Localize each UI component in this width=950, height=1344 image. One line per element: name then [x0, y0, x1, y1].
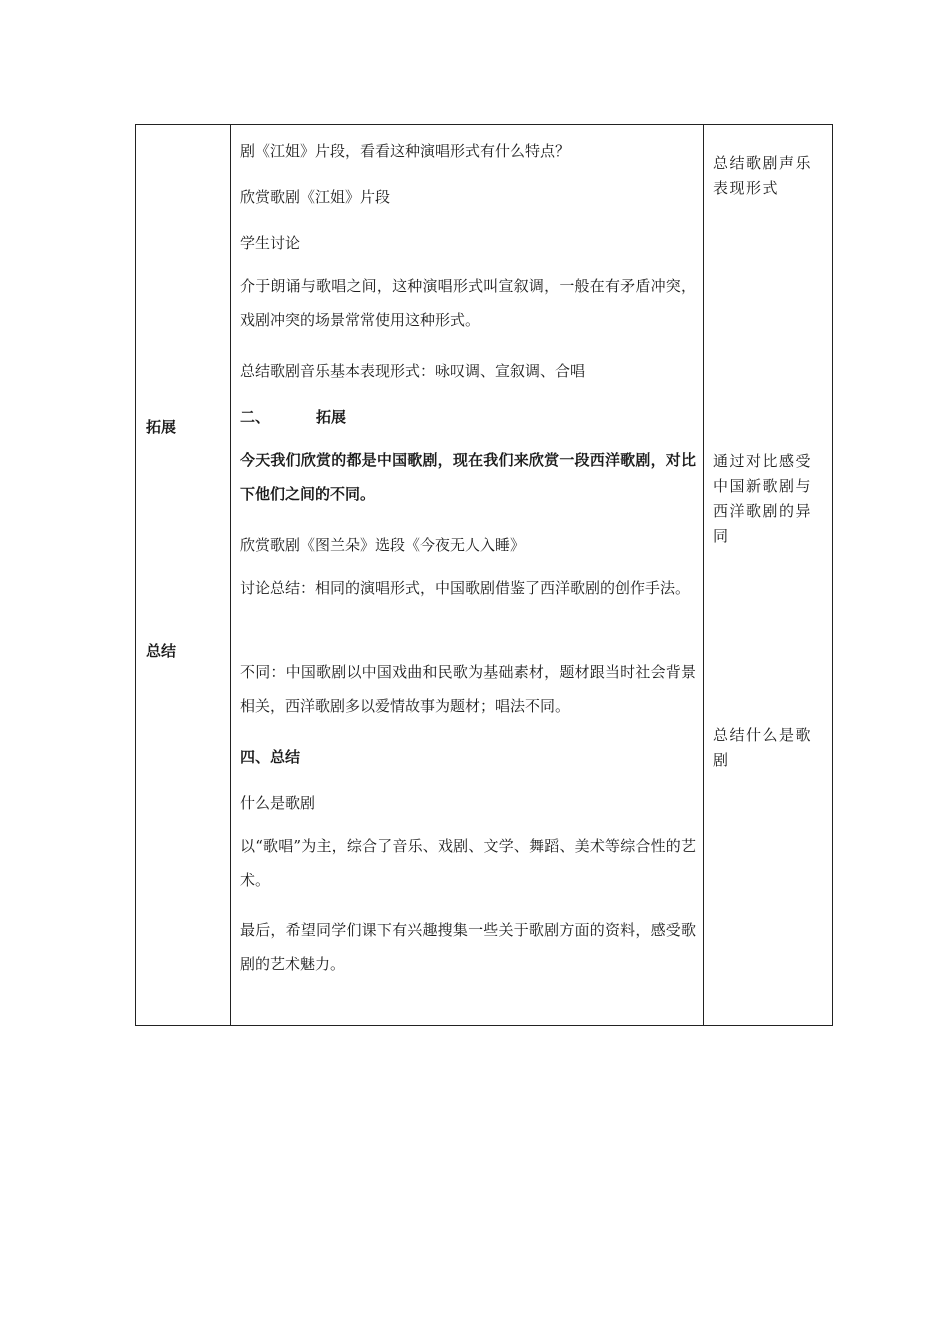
paragraph-compare-western-opera: 今天我们欣赏的都是中国歌剧，现在我们来欣赏一段西洋歌剧，对比下他们之间的不同。 [240, 451, 696, 503]
paragraph-what-is-opera: 什么是歌剧 [240, 794, 316, 812]
lesson-table [135, 124, 833, 1026]
note-compare-operas: 通过对比感受中国新歌剧与西洋歌剧的异同 [713, 452, 813, 545]
stage-label-summary: 总结 [146, 642, 177, 660]
paragraph-discussion-summary: 讨论总结：相同的演唱形式，中国歌剧借鉴了西洋歌剧的创作手法。 [240, 579, 691, 597]
note-what-is-opera: 总结什么是歌剧 [713, 726, 813, 769]
section-heading-summary: 四、总结 [240, 748, 301, 766]
paragraph-basic-forms: 总结歌剧音乐基本表现形式：咏叹调、宣叙调、合唱 [240, 362, 586, 380]
paragraph-opera-definition: 以“歌唱”为主，综合了音乐、戏剧、文学、舞蹈、美术等综合性的艺术。 [240, 837, 696, 889]
section-number: 二、 [240, 408, 271, 426]
paragraph-recitative-explanation: 介于朗诵与歌唱之间，这种演唱形式叫宣叙调，一般在有矛盾冲突，戏剧冲突的场景常常使用这种形式。 [240, 277, 696, 329]
paragraph-closing-remarks: 最后，希望同学们课下有兴趣搜集一些关于歌剧方面的资料，感受歌剧的艺术魅力。 [240, 921, 696, 973]
paragraph-turandot: 欣赏歌剧《图兰朵》选段《今夜无人入睡》 [240, 536, 526, 554]
paragraph-appreciate-jiangjie: 欣赏歌剧《江姐》片段 [240, 188, 391, 206]
paragraph-student-discussion: 学生讨论 [240, 234, 301, 252]
section-heading-expand [240, 407, 346, 427]
paragraph-differences: 不同：中国歌剧以中国戏曲和民歌为基础素材，题材跟当时社会背景相关，西洋歌剧多以爱情故事为题材；唱法不同。 [240, 663, 696, 715]
section-title: 拓展 [316, 408, 347, 426]
column-divider-left [230, 125, 231, 1025]
stage-label-expand: 拓展 [146, 418, 177, 436]
note-vocal-forms: 总结歌剧声乐表现形式 [713, 154, 813, 197]
paragraph-jiangjie-question: 剧《江姐》片段，看看这种演唱形式有什么特点？ [240, 142, 571, 160]
column-divider-right [703, 125, 704, 1025]
